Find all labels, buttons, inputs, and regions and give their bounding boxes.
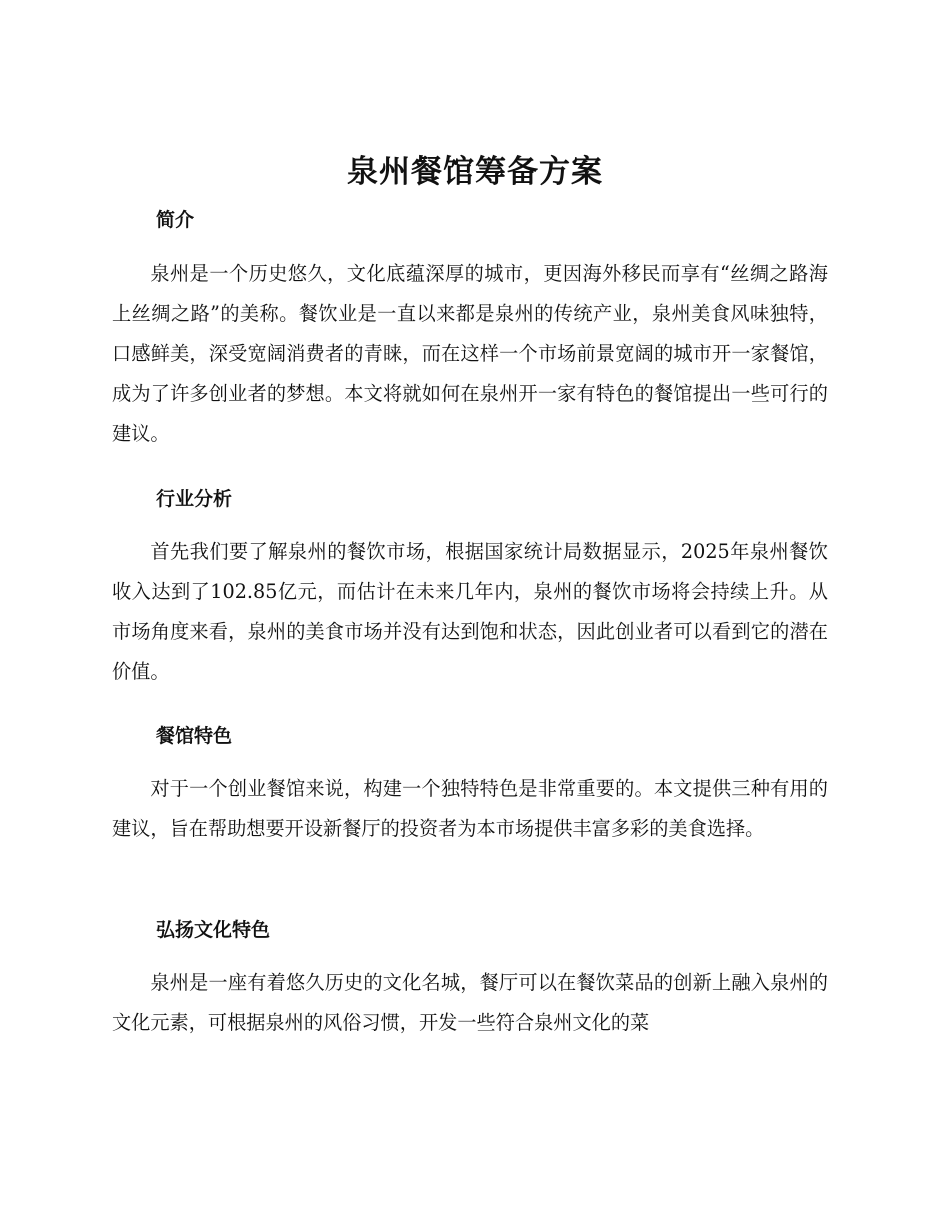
section-heading-intro: 简介 [156, 209, 195, 231]
section-heading-cultural-features: 弘扬文化特色 [156, 919, 271, 941]
section-paragraph-intro: 泉州是一个历史悠久，文化底蕴深厚的城市，更因海外移民而享有“丝绸之路海上丝绸之路”的美称。餐饮业是一直以来都是泉州的传统产业，泉州美食风味独特，口感鲜美，深受宽阔消费者的青睐，而在这样一个市场前景宽阔的城市开一家餐馆，成为了许多创业者的梦想。本文将就如何在泉州开一家有特色的餐馆提出一些可行的建议。 [112, 262, 828, 445]
document-title: 泉州餐馆筹备方案 [347, 154, 603, 190]
section-heading-restaurant-features: 餐馆特色 [156, 725, 233, 747]
section-paragraph-restaurant-features: 对于一个创业餐馆来说，构建一个独特特色是非常重要的。本文提供三种有用的建议，旨在帮助想要开设新餐厅的投资者为本市场提供丰富多彩的美食选择。 [112, 777, 828, 840]
section-heading-industry-analysis: 行业分析 [156, 488, 233, 510]
section-paragraph-industry-analysis: 首先我们要了解泉州的餐饮市场，根据国家统计局数据显示，2025年泉州餐饮收入达到了102.85亿元，而估计在未来几年内，泉州的餐饮市场将会持续上升。从市场角度来看，泉州的美食市场并没有达到饱和状态，因此创业者可以看到它的潜在价值。 [112, 540, 828, 683]
section-paragraph-cultural-features: 泉州是一座有着悠久历史的文化名城，餐厅可以在餐饮菜品的创新上融入泉州的文化元素，可根据泉州的风俗习惯，开发一些符合泉州文化的菜 [112, 971, 828, 1034]
